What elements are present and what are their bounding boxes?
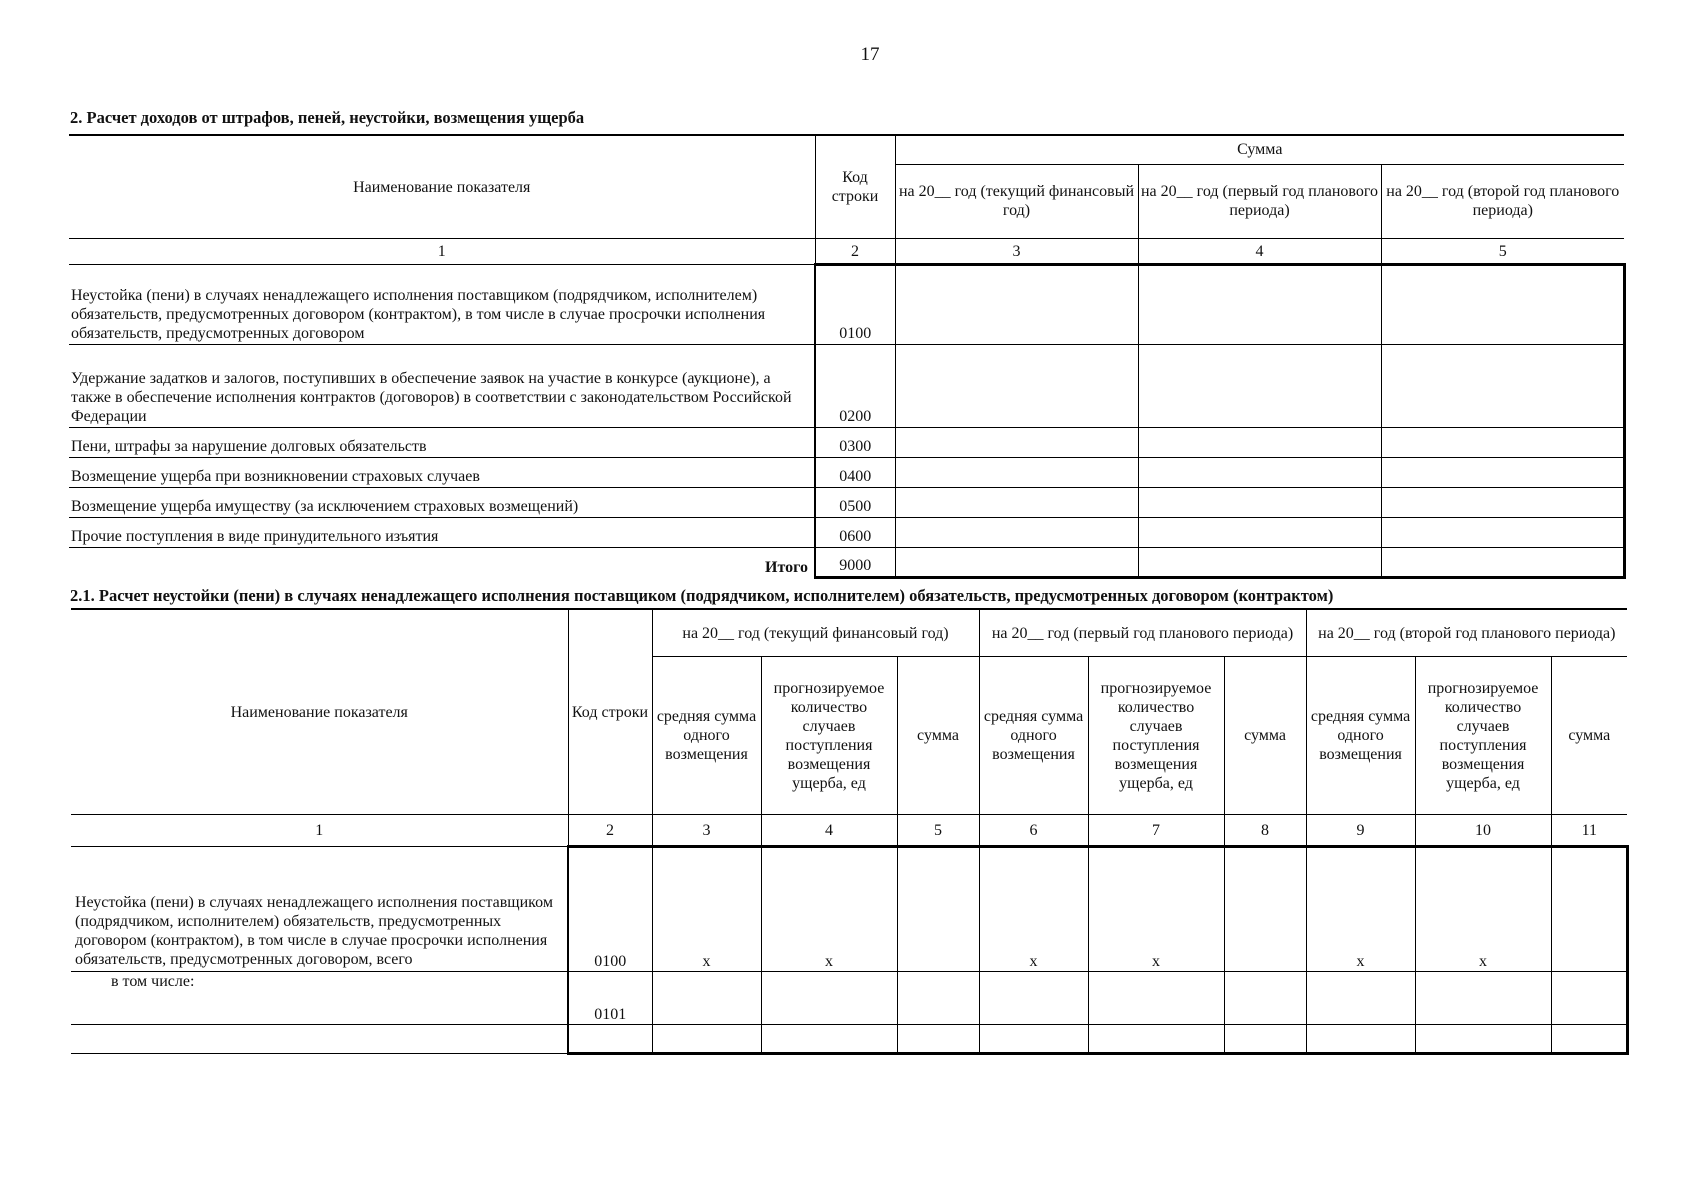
- x-mark: x: [1088, 847, 1224, 972]
- row-code: 0500: [815, 488, 895, 518]
- table-row: [71, 972, 1627, 1025]
- section-2-title: 2.1. Расчет неустойки (пени) в случаях ненадлежащего исполнения поставщиком (подрядчиком, исполнителем) обязательств, предусмотренных договором (контрактом): [70, 586, 1334, 605]
- row-name: Возмещение ущерба имуществу (за исключением страховых возмещений): [69, 488, 815, 518]
- col-number: 1: [71, 815, 568, 847]
- value-cell[interactable]: [1415, 972, 1551, 1025]
- header-year-current: на 20__ год (текущий финансовый год): [652, 609, 979, 657]
- value-cell[interactable]: [761, 1025, 897, 1054]
- row-code: 0400: [815, 458, 895, 488]
- x-mark: x: [979, 847, 1088, 972]
- table-row: [69, 518, 1624, 548]
- value-cell[interactable]: [1306, 1025, 1415, 1054]
- row-name: Неустойка (пени) в случаях ненадлежащего исполнения поставщиком (подрядчиком, исполнителем) обязательств, предусмотренных договором (контрактом), в том числе в случае просрочки исполнения обязательств, предусмотренных договором: [69, 265, 815, 345]
- col-number: 5: [897, 815, 979, 847]
- value-cell[interactable]: [761, 972, 897, 1025]
- col-number: 2: [815, 239, 895, 265]
- value-cell[interactable]: [1138, 488, 1381, 518]
- value-cell[interactable]: [1381, 265, 1624, 345]
- col-number: 3: [652, 815, 761, 847]
- value-cell[interactable]: [895, 488, 1138, 518]
- header-year-second-plan: на 20__ год (второй год планового периода): [1381, 164, 1624, 238]
- header-forecast-count: прогнозируемое количество случаев поступления возмещения ущерба, ед: [1415, 657, 1551, 815]
- value-cell[interactable]: [1224, 847, 1306, 972]
- table-row: [69, 428, 1624, 458]
- header-year-second-plan: на 20__ год (второй год планового периода): [1306, 609, 1627, 657]
- value-cell[interactable]: [895, 265, 1138, 345]
- header-sum: сумма: [897, 657, 979, 815]
- x-mark: x: [761, 847, 897, 972]
- table-row: [69, 458, 1624, 488]
- value-cell[interactable]: [1381, 518, 1624, 548]
- value-cell[interactable]: [979, 972, 1088, 1025]
- value-cell[interactable]: [1138, 458, 1381, 488]
- x-mark: x: [1415, 847, 1551, 972]
- value-cell[interactable]: [1381, 428, 1624, 458]
- header-forecast-count: прогнозируемое количество случаев поступления возмещения ущерба, ед: [761, 657, 897, 815]
- row-code: 0300: [815, 428, 895, 458]
- row-name[interactable]: [71, 1025, 568, 1054]
- value-cell[interactable]: [895, 428, 1138, 458]
- total-row: [69, 548, 1624, 578]
- table-row: [69, 265, 1624, 345]
- col-number: 7: [1088, 815, 1224, 847]
- income-calculation-table: [69, 134, 1626, 579]
- row-code: 0600: [815, 518, 895, 548]
- row-name: Возмещение ущерба при возникновении страховых случаев: [69, 458, 815, 488]
- total-code: 9000: [815, 548, 895, 578]
- value-cell[interactable]: [897, 847, 979, 972]
- row-name: Неустойка (пени) в случаях ненадлежащего исполнения поставщиком (подрядчиком, исполнителем) обязательств, предусмотренных договором (контрактом), в том числе в случае просрочки исполнения обязательств, предусмотренных договором, всего: [71, 847, 568, 972]
- value-cell[interactable]: [897, 1025, 979, 1054]
- x-mark: x: [1306, 847, 1415, 972]
- col-number: 11: [1551, 815, 1627, 847]
- col-number: 3: [895, 239, 1138, 265]
- row-sub-label: в том числе:: [71, 972, 568, 1025]
- value-cell[interactable]: [1306, 972, 1415, 1025]
- header-sum: Сумма: [895, 135, 1624, 164]
- header-code: Код строки: [568, 609, 652, 815]
- row-name: Удержание задатков и залогов, поступивших в обеспечение заявок на участие в конкурсе (аукционе), а также в обеспечение исполнения контрактов (договоров) в соответствии с законодательством Российской Федерации: [69, 345, 815, 428]
- value-cell[interactable]: [979, 1025, 1088, 1054]
- col-number: 9: [1306, 815, 1415, 847]
- x-mark: x: [652, 847, 761, 972]
- value-cell[interactable]: [1138, 518, 1381, 548]
- header-sum: сумма: [1551, 657, 1627, 815]
- header-avg-sum: средняя сумма одного возмещения: [652, 657, 761, 815]
- header-code: Код строки: [815, 135, 895, 239]
- header-year-first-plan: на 20__ год (первый год планового периода): [979, 609, 1306, 657]
- value-cell[interactable]: [652, 1025, 761, 1054]
- col-number: 6: [979, 815, 1088, 847]
- value-cell[interactable]: [1381, 488, 1624, 518]
- header-avg-sum: средняя сумма одного возмещения: [1306, 657, 1415, 815]
- row-name: Пени, штрафы за нарушение долговых обязательств: [69, 428, 815, 458]
- header-forecast-count: прогнозируемое количество случаев поступления возмещения ущерба, ед: [1088, 657, 1224, 815]
- table-row: [69, 345, 1624, 428]
- table-row: [71, 1025, 1627, 1054]
- value-cell[interactable]: [1138, 428, 1381, 458]
- table-row: [71, 847, 1627, 972]
- value-cell[interactable]: [895, 458, 1138, 488]
- row-code: 0101: [568, 972, 652, 1025]
- value-cell[interactable]: [1224, 972, 1306, 1025]
- value-cell[interactable]: [1088, 1025, 1224, 1054]
- total-label: Итого: [765, 558, 808, 576]
- row-code: 0100: [568, 847, 652, 972]
- row-code: 0100: [815, 265, 895, 345]
- row-name: Прочие поступления в виде принудительного изъятия: [69, 518, 815, 548]
- value-cell[interactable]: [1138, 345, 1381, 428]
- value-cell[interactable]: [1381, 345, 1624, 428]
- col-number: 10: [1415, 815, 1551, 847]
- header-avg-sum: средняя сумма одного возмещения: [979, 657, 1088, 815]
- value-cell[interactable]: [652, 972, 761, 1025]
- col-number: 4: [761, 815, 897, 847]
- value-cell[interactable]: [897, 972, 979, 1025]
- value-cell[interactable]: [1381, 458, 1624, 488]
- section-1-title: 2. Расчет доходов от штрафов, пеней, неустойки, возмещения ущерба: [70, 108, 585, 127]
- value-cell[interactable]: [1551, 847, 1627, 972]
- col-number: 8: [1224, 815, 1306, 847]
- value-cell[interactable]: [1138, 265, 1381, 345]
- value-cell[interactable]: [1138, 548, 1381, 578]
- value-cell[interactable]: [895, 345, 1138, 428]
- header-sum: сумма: [1224, 657, 1306, 815]
- value-cell[interactable]: [1224, 1025, 1306, 1054]
- header-year-first-plan: на 20__ год (первый год планового периода): [1138, 164, 1381, 238]
- header-name: Наименование показателя: [69, 135, 815, 239]
- header-name: Наименование показателя: [71, 609, 568, 815]
- page-number: 17: [860, 44, 880, 65]
- value-cell[interactable]: [895, 518, 1138, 548]
- col-number: 1: [69, 239, 815, 265]
- penalty-calculation-table: [71, 608, 1629, 1055]
- row-code: 0200: [815, 345, 895, 428]
- col-number: 5: [1381, 239, 1624, 265]
- table-row: [69, 488, 1624, 518]
- value-cell[interactable]: [1415, 1025, 1551, 1054]
- col-number: 4: [1138, 239, 1381, 265]
- value-cell[interactable]: [1551, 1025, 1627, 1054]
- value-cell[interactable]: [1381, 548, 1624, 578]
- row-code[interactable]: [568, 1025, 652, 1054]
- value-cell[interactable]: [1551, 972, 1627, 1025]
- value-cell[interactable]: [895, 548, 1138, 578]
- value-cell[interactable]: [1088, 972, 1224, 1025]
- header-year-current: на 20__ год (текущий финансовый год): [895, 164, 1138, 238]
- col-number: 2: [568, 815, 652, 847]
